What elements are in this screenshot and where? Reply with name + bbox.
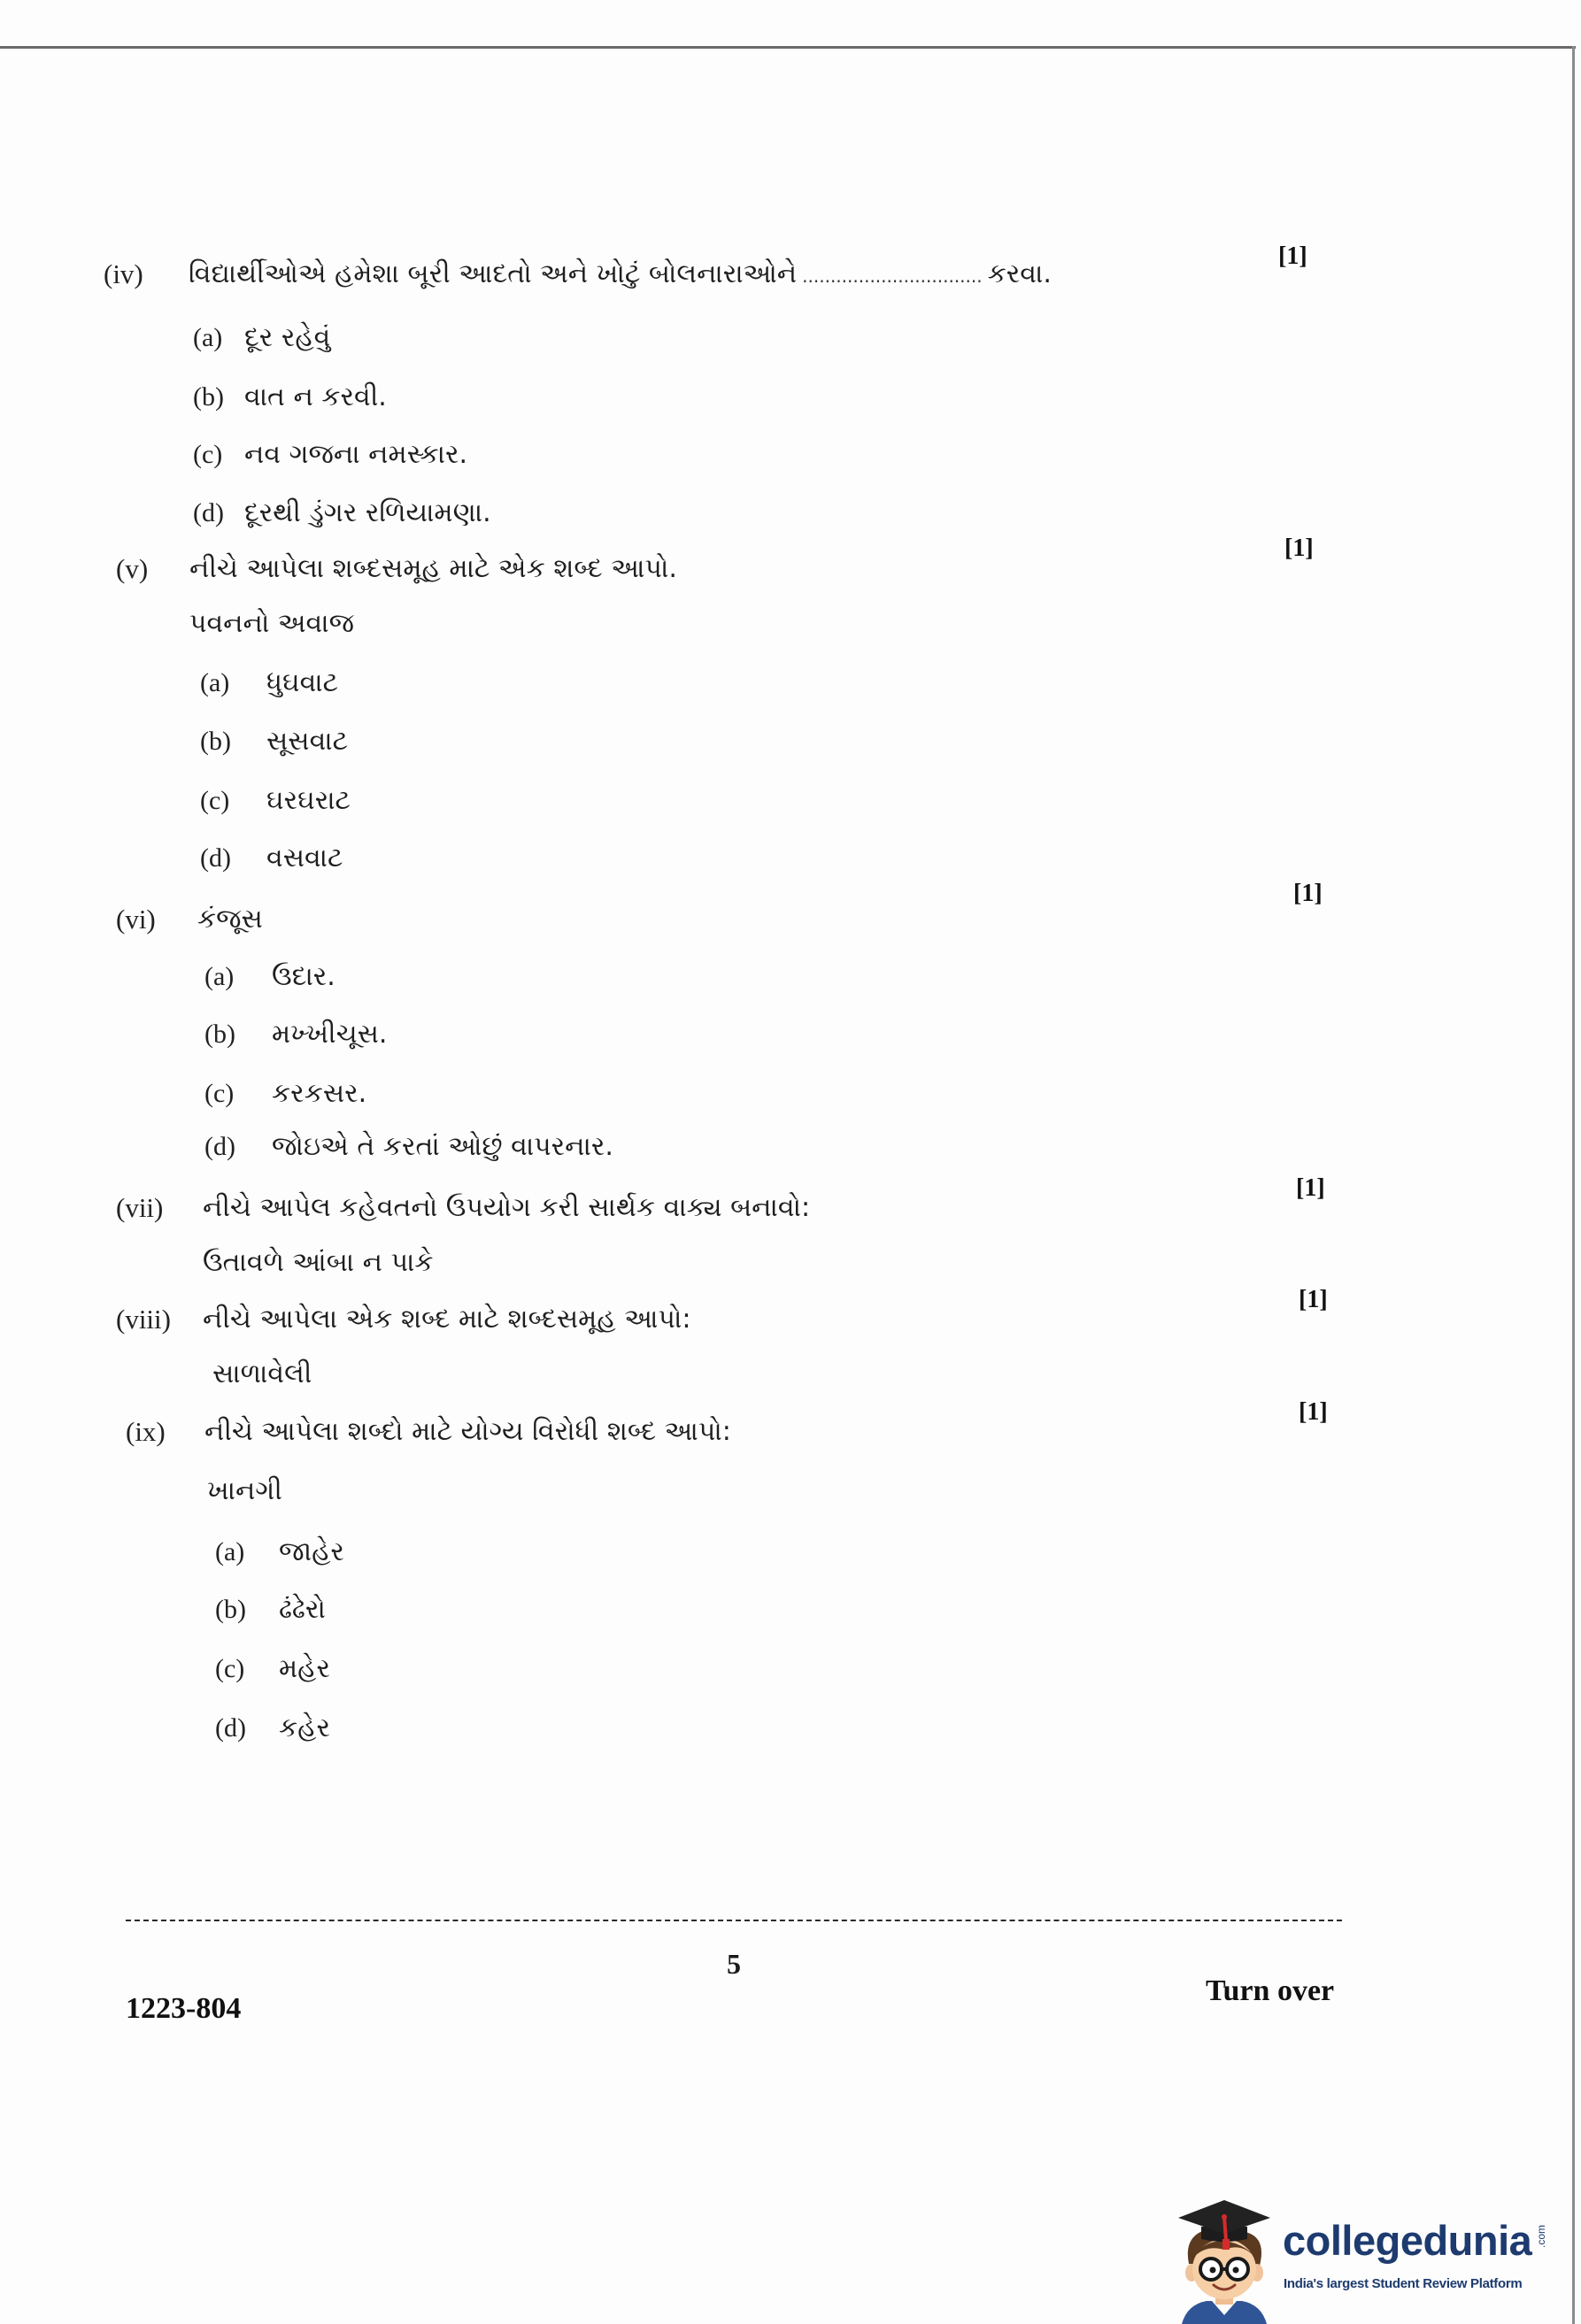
- option-label: (c): [204, 1079, 235, 1108]
- option-text: વસવાટ: [266, 843, 343, 873]
- page-top-border: [0, 46, 1576, 49]
- question-number: (ix): [126, 1416, 166, 1447]
- option-label: (a): [200, 668, 230, 697]
- option-label: (a): [215, 1537, 245, 1566]
- option-label: (b): [193, 382, 224, 412]
- option-label: (b): [200, 727, 231, 756]
- question-text: નીચે આપેલા શબ્દો માટે યોગ્ય વિરોધી શબ્દ આપો:: [204, 1416, 731, 1447]
- question-number: (v): [116, 553, 149, 584]
- turn-over-note: Turn over: [1206, 1974, 1335, 2007]
- option-text: સૂસવાટ: [266, 726, 349, 757]
- option-label: (d): [200, 843, 231, 873]
- question-marks: [1]: [1296, 1174, 1325, 1202]
- question-marks: [1]: [1299, 1398, 1328, 1426]
- question-marks: [1]: [1293, 880, 1323, 907]
- answer-blank: ................................: [802, 265, 983, 287]
- option-label: (c): [215, 1654, 245, 1683]
- question-stem: વિદ્યાર્થીઓએ હમેશા બૂરી આદતો અને ખોટું બોલનારાઓને: [189, 258, 798, 289]
- option-text: ધુઘવાટ: [266, 667, 339, 698]
- question-stem-end: કરવા.: [987, 258, 1052, 289]
- question-number: (viii): [116, 1304, 171, 1335]
- option-text: ઉદાર.: [272, 961, 335, 992]
- option-text: કરકસર.: [272, 1078, 367, 1109]
- question-marks: [1]: [1284, 535, 1314, 562]
- option-label: (d): [193, 498, 224, 527]
- option-label: (c): [200, 786, 230, 815]
- option-text: જાહેર: [279, 1536, 344, 1567]
- option-text: મખ્ખીચૂસ.: [272, 1019, 388, 1050]
- option-text: કહેર: [279, 1712, 331, 1743]
- student-mascot-icon: [1171, 2191, 1277, 2324]
- option-text: ઘરઘરાટ: [266, 785, 351, 816]
- brand-tagline: India's largest Student Review Platform: [1284, 2276, 1523, 2291]
- question-prompt: ઉતાવળે આંબા ન પાકે: [203, 1247, 434, 1278]
- question-number: (vi): [116, 904, 156, 935]
- option-label: (b): [204, 1020, 235, 1049]
- question-text: કંજૂસ: [197, 904, 263, 935]
- paper-code: 1223-804: [126, 1992, 242, 2025]
- question-text: નીચે આપેલ કહેવતનો ઉપયોગ કરી સાર્થક વાક્ય બનાવો:: [203, 1192, 811, 1223]
- option-label: (b): [215, 1595, 246, 1624]
- footer-dashed-rule: [126, 1920, 1342, 1921]
- question-text: [189, 257, 1052, 292]
- question-prompt: સાળાવેલી: [212, 1358, 312, 1389]
- option-text: ઢંઢેરો: [279, 1594, 326, 1625]
- option-text: દૂર રહેવું: [244, 322, 331, 353]
- option-text: મહેર: [279, 1653, 331, 1684]
- option-text: નવ ગજના નમસ્કાર.: [244, 439, 468, 470]
- question-marks: [1]: [1299, 1286, 1328, 1313]
- option-text: વાત ન કરવી.: [244, 381, 387, 412]
- question-number: (vii): [116, 1192, 164, 1223]
- option-text: દૂરથી ડુંગર રળિયામણા.: [244, 497, 491, 528]
- option-label: (c): [193, 440, 223, 469]
- option-label: (d): [215, 1713, 246, 1743]
- question-prompt: ખાનગી: [207, 1475, 282, 1506]
- page-right-border: [1572, 46, 1575, 2324]
- brand-wordmark: collegedunia: [1283, 2217, 1532, 2264]
- question-marks: [1]: [1278, 242, 1307, 270]
- option-label: (a): [193, 323, 223, 352]
- option-text: જોઇએ તે કરતાં ઓછું વાપરનાર.: [272, 1131, 613, 1162]
- question-number: (iv): [104, 258, 143, 289]
- question-text: નીચે આપેલા શબ્દસમૂહ માટે એક શબ્દ આપો.: [189, 553, 677, 584]
- brand-domain-suffix: .com: [1535, 2224, 1548, 2249]
- question-prompt: પવનનો અવાજ: [189, 608, 354, 639]
- option-label: (d): [204, 1132, 235, 1161]
- question-text: નીચે આપેલા એક શબ્દ માટે શબ્દસમૂહ આપો:: [203, 1304, 691, 1335]
- option-label: (a): [204, 962, 235, 991]
- page-number: 5: [727, 1948, 741, 1980]
